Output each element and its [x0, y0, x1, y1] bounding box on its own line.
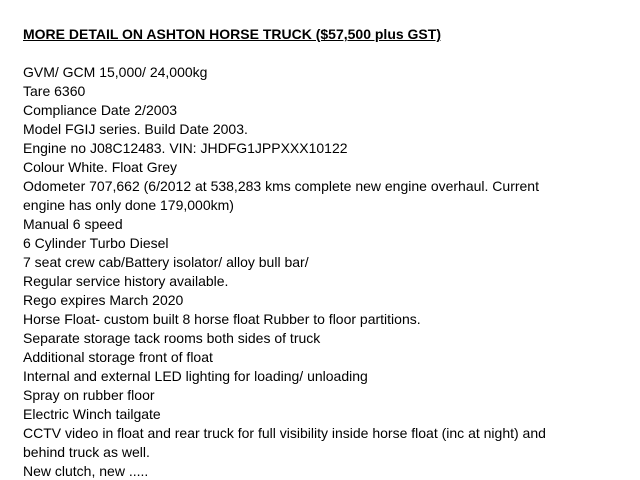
- detail-line: Model FGIJ series. Build Date 2003.: [23, 121, 248, 137]
- detail-line: GVM/ GCM 15,000/ 24,000kg: [23, 64, 208, 80]
- detail-line: Manual 6 speed: [23, 216, 123, 232]
- document-title: MORE DETAIL ON ASHTON HORSE TRUCK ($57,500 plus GST): [23, 26, 441, 42]
- detail-line: Engine no J08C12483. VIN: JHDFG1JPPXXX10122: [23, 140, 348, 156]
- detail-line: 7 seat crew cab/Battery isolator/ alloy bull bar/: [23, 254, 309, 270]
- detail-line: Internal and external LED lighting for loading/ unloading: [23, 368, 368, 384]
- detail-line: Compliance Date 2/2003: [23, 102, 178, 118]
- detail-line: Rego expires March 2020: [23, 292, 184, 308]
- detail-line: Spray on rubber floor: [23, 387, 155, 403]
- detail-line: Colour White. Float Grey: [23, 159, 178, 175]
- detail-line: CCTV video in float and rear truck for full visibility inside horse float (inc at night) and: [23, 425, 546, 441]
- detail-line: New clutch, new .....: [23, 463, 149, 479]
- detail-line: Electric Winch tailgate: [23, 406, 161, 422]
- detail-line: Odometer 707,662 (6/2012 at 538,283 kms complete new engine overhaul. Current: [23, 178, 539, 194]
- detail-line: 6 Cylinder Turbo Diesel: [23, 235, 169, 251]
- detail-line: Additional storage front of float: [23, 349, 213, 365]
- detail-line: Tare 6360: [23, 83, 86, 99]
- detail-line: engine has only done 179,000km): [23, 197, 234, 213]
- detail-list: [23, 63, 623, 480]
- detail-line: Regular service history available.: [23, 273, 229, 289]
- detail-line: behind truck as well.: [23, 444, 150, 460]
- detail-line: Horse Float- custom built 8 horse float Rubber to floor partitions.: [23, 311, 421, 327]
- detail-line: Separate storage tack rooms both sides of truck: [23, 330, 321, 346]
